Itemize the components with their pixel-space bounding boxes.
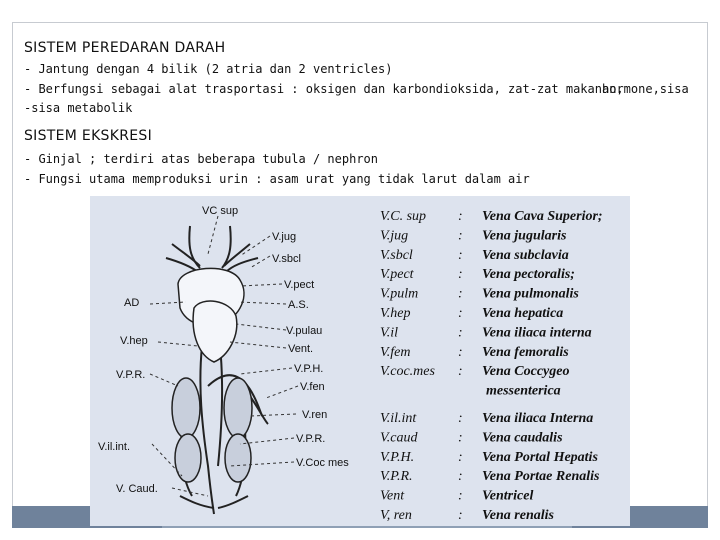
label-a-s: A.S. bbox=[288, 299, 309, 311]
legend-abbr: V.jug bbox=[380, 228, 409, 244]
legend-abbr: V.hep bbox=[380, 306, 411, 321]
legend-name: Vena pectoralis; bbox=[482, 267, 575, 283]
legend-colon: : bbox=[458, 325, 463, 341]
legend-abbr: V.pect bbox=[380, 267, 414, 283]
legend-abbr: Vent bbox=[380, 488, 405, 504]
legend-abbr: V, ren bbox=[380, 508, 412, 523]
legend-name: Vena Cava Superior; bbox=[482, 209, 603, 224]
legend-colon: : bbox=[458, 267, 463, 283]
label-v-p-r-right: V.P.R. bbox=[296, 433, 326, 445]
legend-colon: : bbox=[458, 449, 463, 465]
legend-colon: : bbox=[458, 344, 463, 360]
legend-abbr: V.P.H. bbox=[380, 449, 415, 465]
label-v-hep: V.hep bbox=[120, 335, 148, 347]
bullet-transportasi-trailing: hormone,sisa bbox=[602, 82, 689, 96]
legend-name: Vena iliaca interna bbox=[482, 325, 592, 341]
heading-ekskresi: SISTEM EKSKRESI bbox=[24, 128, 153, 144]
legend-colon: : bbox=[458, 508, 463, 523]
label-v-il-int: V.il.int. bbox=[98, 441, 131, 453]
heart-sketch bbox=[178, 268, 244, 362]
legend-name: Vena pulmonalis bbox=[482, 286, 579, 302]
label-v-p-r-left: V.P.R. bbox=[116, 369, 146, 381]
label-v-p-h: V.P.H. bbox=[294, 363, 324, 375]
legend-abbr: V.pulm bbox=[380, 286, 419, 302]
legend-abbr: V.fem bbox=[380, 344, 411, 360]
legend-name: Vena jugularis bbox=[482, 228, 567, 244]
legend-abbr: V.il bbox=[380, 325, 399, 341]
legend-colon: : bbox=[458, 469, 463, 485]
label-v-pulau: V.pulau bbox=[286, 325, 323, 337]
legend-name: Vena subclavia bbox=[482, 247, 569, 263]
circulatory-diagram-figure bbox=[90, 196, 630, 526]
legend-abbr: V.C. sup bbox=[380, 209, 427, 224]
bullet-sisa-metabolik: -sisa metabolik bbox=[24, 101, 133, 115]
label-v-fen: V.fen bbox=[300, 381, 325, 393]
legend-abbr: V.P.R. bbox=[380, 469, 413, 485]
legend-name: Vena hepatica bbox=[482, 306, 564, 321]
legend-name: Vena Portae Renalis bbox=[482, 469, 600, 485]
label-v-caud: V. Caud. bbox=[116, 483, 158, 495]
label-ad: AD bbox=[124, 297, 140, 309]
legend-name: Vena caudalis bbox=[482, 430, 563, 446]
label-v-coc-mes: V.Coc mes bbox=[296, 457, 349, 469]
bullet-ginjal: - Ginjal ; terdiri atas beberapa tubula / nephron bbox=[24, 152, 379, 166]
legend-colon: : bbox=[458, 430, 463, 446]
legend-name: Vena renalis bbox=[482, 508, 554, 523]
legend-colon: : bbox=[458, 286, 463, 302]
legend-colon: : bbox=[458, 488, 463, 504]
legend-colon: : bbox=[458, 306, 463, 321]
kidney-sketch bbox=[172, 378, 252, 482]
legend-name: Ventricel bbox=[482, 488, 534, 504]
label-vc-sup: VC sup bbox=[202, 205, 239, 217]
legend-name: messenterica bbox=[486, 383, 561, 399]
legend-colon: : bbox=[458, 209, 463, 224]
label-vent: Vent. bbox=[288, 343, 314, 355]
legend-name: Vena Coccygeo bbox=[482, 364, 570, 380]
bullet-transportasi: - Berfungsi sebagai alat trasportasi : oksigen dan karbondioksida, zat-zat makanan, bbox=[24, 82, 624, 96]
label-v-sbcl: V.sbcl bbox=[272, 253, 301, 265]
bullet-jantung: - Jantung dengan 4 bilik (2 atria dan 2 ventricles) bbox=[24, 62, 393, 76]
label-v-pect: V.pect bbox=[284, 279, 315, 291]
legend-name: Vena iliaca Interna bbox=[482, 411, 594, 426]
legend-colon: : bbox=[458, 364, 463, 380]
legend-name: Vena femoralis bbox=[482, 344, 569, 360]
heading-peredaran-darah: SISTEM PEREDARAN DARAH bbox=[24, 40, 226, 56]
legend-name: Vena Portal Hepatis bbox=[482, 449, 598, 465]
legend-abbr: V.coc.mes bbox=[380, 364, 435, 380]
legend-abbr: V.caud bbox=[380, 430, 418, 446]
legend-abbr: V.sbcl bbox=[380, 247, 413, 263]
legend-colon: : bbox=[458, 247, 463, 263]
legend-colon: : bbox=[458, 228, 463, 244]
label-v-jug: V.jug bbox=[272, 231, 297, 243]
vein-legend bbox=[380, 209, 603, 523]
legend-colon: : bbox=[458, 411, 463, 426]
legend-abbr: V.il.int bbox=[380, 411, 417, 426]
label-v-ren: V.ren bbox=[302, 409, 328, 421]
bullet-fungsi-urin: - Fungsi utama memproduksi urin : asam urat yang tidak larut dalam air bbox=[24, 172, 530, 186]
vein-diagram bbox=[90, 196, 630, 526]
